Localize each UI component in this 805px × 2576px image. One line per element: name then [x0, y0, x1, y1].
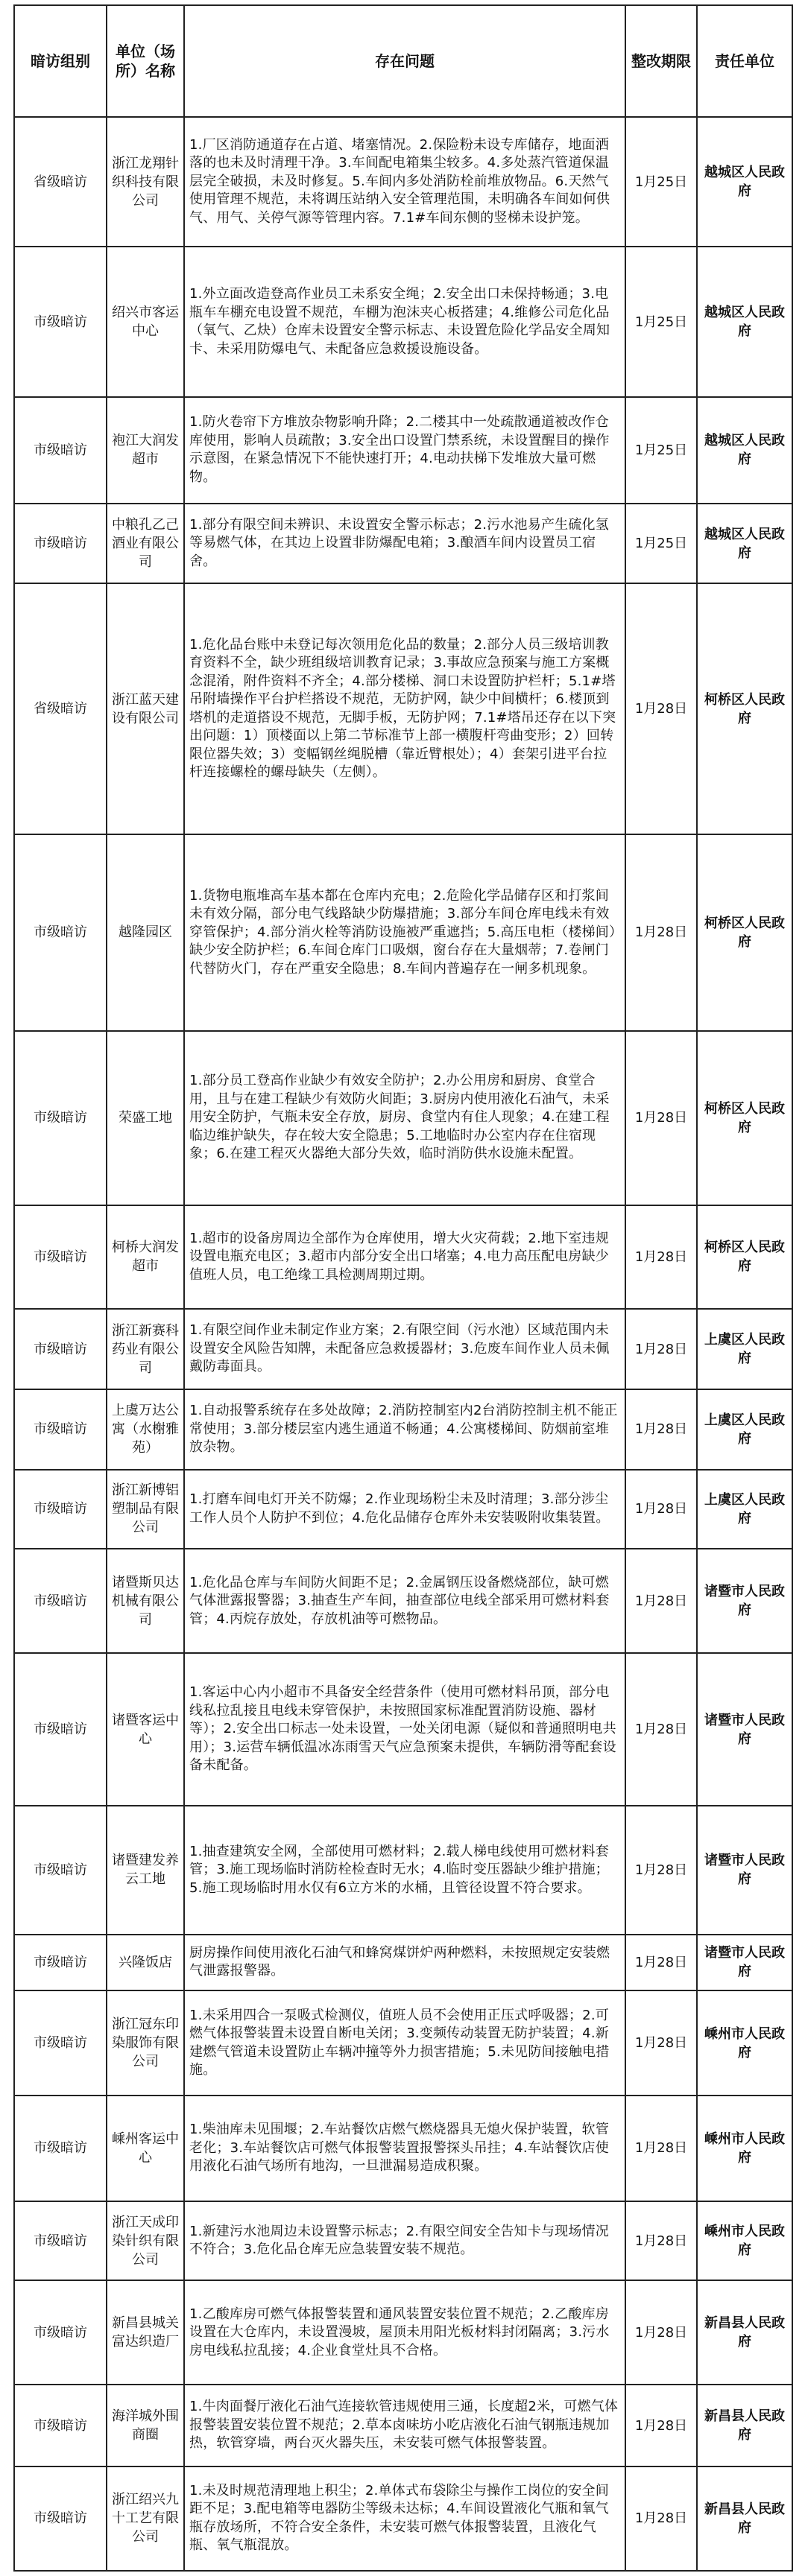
table-row [14, 247, 792, 397]
table-row [14, 1653, 792, 1806]
cell-responsible: 新昌县人民政府 [697, 2466, 792, 2571]
cell-responsible: 柯桥区人民政府 [697, 583, 792, 834]
table-row [14, 1549, 792, 1653]
inspection-table [13, 4, 793, 2572]
cell-responsible: 柯桥区人民政府 [697, 1031, 792, 1205]
header-unit: 单位（场所）名称 [107, 5, 184, 117]
cell-unit: 浙江新赛科药业有限公司 [107, 1309, 184, 1389]
cell-deadline: 1月28日 [625, 1309, 697, 1389]
cell-deadline: 1月28日 [625, 1031, 697, 1205]
cell-deadline: 1月28日 [625, 583, 697, 834]
header-group: 暗访组别 [14, 5, 107, 117]
cell-issue: 1.打磨车间电灯开关不防爆；2.作业现场粉尘未及时清理；3.部分涉尘工作人员个人防护不到位；4.危化品储存仓库外未安装吸附收集装置。 [184, 1470, 625, 1549]
cell-deadline: 1月28日 [625, 1205, 697, 1310]
cell-unit: 越隆园区 [107, 834, 184, 1031]
cell-issue: 1.客运中心内小超市不具备安全经营条件（使用可燃材料吊顶，部分电线私拉乱接且电线未穿管保护，未按照国家标准配置消防设施、器材等）；2.安全出口标志一处未设置，一处关闭电源（疑似和普通照明电共用）；3.运营车辆低温冰冻雨雪天气应急预案未提供，车辆防滑等配套设备未配备。 [184, 1653, 625, 1806]
cell-responsible: 上虞区人民政府 [697, 1389, 792, 1470]
header-row [14, 5, 792, 117]
cell-group: 市级暗访 [14, 247, 107, 397]
cell-unit: 中粮孔乙己酒业有限公司 [107, 504, 184, 584]
cell-unit: 荣盛工地 [107, 1031, 184, 1205]
cell-deadline: 1月28日 [625, 1935, 697, 1990]
cell-deadline: 1月28日 [625, 1653, 697, 1806]
cell-issue: 1.柴油库未见围堰；2.车站餐饮店燃气燃烧器具无熄火保护装置，软管老化；3.车站餐饮店可燃气体报警装置报警探头吊挂；4.车站餐饮店使用液化石油气场所有地沟，一旦泄漏易造成积聚。 [184, 2096, 625, 2201]
cell-unit: 诸暨客运中心 [107, 1653, 184, 1806]
table-row [14, 834, 792, 1031]
cell-responsible: 柯桥区人民政府 [697, 834, 792, 1031]
cell-unit: 兴隆饭店 [107, 1935, 184, 1990]
table-row [14, 2096, 792, 2201]
table-row [14, 2280, 792, 2385]
cell-deadline: 1月25日 [625, 247, 697, 397]
cell-group: 市级暗访 [14, 397, 107, 504]
cell-deadline: 1月28日 [625, 2201, 697, 2281]
cell-group: 市级暗访 [14, 1031, 107, 1205]
cell-issue: 1.未及时规范清理地上积尘；2.单体式布袋除尘与操作工岗位的安全间距不足；3.配电箱等电器防尘等级未达标；4.车间设置液化气瓶和氧气瓶存放场所，不符合安全条件，未安装可燃气体报警装置，且液化气瓶、氧气瓶混放。 [184, 2466, 625, 2571]
cell-unit: 嵊州客运中心 [107, 2096, 184, 2201]
table-row [14, 2466, 792, 2571]
cell-unit: 绍兴市客运中心 [107, 247, 184, 397]
cell-unit: 上虞万达公寓（水榭雅苑） [107, 1389, 184, 1470]
cell-responsible: 上虞区人民政府 [697, 1309, 792, 1389]
table-row [14, 1205, 792, 1310]
cell-group: 市级暗访 [14, 2280, 107, 2385]
cell-responsible: 嵊州市人民政府 [697, 2096, 792, 2201]
table-row [14, 1389, 792, 1470]
cell-issue: 1.未采用四合一泵吸式检测仪，值班人员不会使用正压式呼吸器；2.可燃气体报警装置未设置自断电关闭；3.变频传动装置无防护装置；4.新建燃气管道未设置防止车辆冲撞等外力损害措施；5.未见防间接触电措施。 [184, 1990, 625, 2096]
cell-deadline: 1月25日 [625, 504, 697, 584]
cell-responsible: 越城区人民政府 [697, 504, 792, 584]
cell-issue: 1.抽查建筑安全网，全部使用可燃材料；2.载人梯电线使用可燃材料套管；3.施工现场临时消防栓检查时无水；4.临时变压器缺少维护措施；5.施工现场临时用水仅有6立方米的水桶，且管径设置不符合要求。 [184, 1806, 625, 1935]
cell-group: 市级暗访 [14, 1806, 107, 1935]
cell-group: 市级暗访 [14, 2096, 107, 2201]
table-row [14, 1935, 792, 1990]
cell-responsible: 新昌县人民政府 [697, 2385, 792, 2466]
table-row [14, 1806, 792, 1935]
cell-responsible: 嵊州市人民政府 [697, 2201, 792, 2281]
table-row [14, 1309, 792, 1389]
cell-group: 市级暗访 [14, 2385, 107, 2466]
cell-deadline: 1月28日 [625, 2385, 697, 2466]
cell-issue: 1.货物电瓶堆高车基本都在仓库内充电；2.危险化学品储存区和打浆间未有效分隔，部分电气线路缺少防爆措施；3.部分车间仓库电线未有效穿管保护；4.部分消火栓等消防设施被严重遮挡；5.高压电柜（楼梯间）缺少安全防护栏；6.车间仓库门口吸烟，窗台存在大量烟蒂；7.卷闸门代替防火门，存在严重安全隐患；8.车间内普遍存在一闸多机现象。 [184, 834, 625, 1031]
cell-responsible: 诸暨市人民政府 [697, 1549, 792, 1653]
cell-unit: 浙江天成印染针织有限公司 [107, 2201, 184, 2281]
cell-responsible: 诸暨市人民政府 [697, 1653, 792, 1806]
table-row [14, 1031, 792, 1205]
table-row [14, 1470, 792, 1549]
cell-group: 市级暗访 [14, 1549, 107, 1653]
table-row [14, 2201, 792, 2281]
cell-deadline: 1月25日 [625, 117, 697, 247]
cell-group: 市级暗访 [14, 2201, 107, 2281]
cell-unit: 柯桥大润发超市 [107, 1205, 184, 1310]
table-row [14, 117, 792, 247]
cell-group: 市级暗访 [14, 2466, 107, 2571]
table-row [14, 397, 792, 504]
cell-unit: 海洋城外围商圈 [107, 2385, 184, 2466]
cell-responsible: 诸暨市人民政府 [697, 1806, 792, 1935]
cell-group: 市级暗访 [14, 504, 107, 584]
cell-responsible: 越城区人民政府 [697, 117, 792, 247]
cell-issue: 1.超市的设备房周边全部作为仓库使用，增大火灾荷载；2.地下室违规设置电瓶充电区；3.超市内部分安全出口堵塞；4.电力高压配电房缺少值班人员，电工绝缘工具检测周期过期。 [184, 1205, 625, 1310]
cell-issue: 1.有限空间作业未制定作业方案；2.有限空间（污水池）区域范围内未设置安全风险告知牌，未配备应急救援器材；3.危废车间作业人员未佩戴防毒面具。 [184, 1309, 625, 1389]
cell-issue: 1.厂区消防通道存在占道、堵塞情况。2.保险粉未设专库储存，地面洒落的也未及时清理干净。3.车间配电箱集尘较多。4.多处蒸汽管道保温层完全破损，未及时修复。5.车间内多处消防栓前堆放物品。6.天然气使用管理不规范，未将调压站纳入安全管理范围，未明确各车间如何供气、用气、关停气源等管理内容。7.1#车间东侧的竖梯未设护笼。 [184, 117, 625, 247]
cell-unit: 新昌县城关富达织造厂 [107, 2280, 184, 2385]
cell-responsible: 上虞区人民政府 [697, 1470, 792, 1549]
cell-deadline: 1月28日 [625, 2466, 697, 2571]
cell-issue: 厨房操作间使用液化石油气和蜂窝煤饼炉两种燃料，未按照规定安装燃气泄露报警器。 [184, 1935, 625, 1990]
cell-deadline: 1月28日 [625, 1389, 697, 1470]
cell-deadline: 1月28日 [625, 2096, 697, 2201]
cell-group: 市级暗访 [14, 1470, 107, 1549]
cell-group: 市级暗访 [14, 1309, 107, 1389]
cell-unit: 浙江新博铝塑制品有限公司 [107, 1470, 184, 1549]
cell-issue: 1.危化品台账中未登记每次领用危化品的数量；2.部分人员三级培训教育资料不全，缺少班组级培训教育记录；3.事故应急预案与施工方案概念混淆，附件资料不齐全；4.部分楼梯、洞口未设置防护栏杆；5.1#塔吊附墙操作平台护栏搭设不规范，无防护网，缺少中间横杆；6.楼顶到塔机的走道搭设不规范，无脚手板，无防护网；7.1#塔吊还存在以下突出问题：1）顶楼面以上第二节标准节上部一横腹杆弯曲变形；2）回转限位器失效；3）变幅钢丝绳脱槽（靠近臂根处）；4）套架引进平台拉杆连接螺栓的螺母缺失（左侧）。 [184, 583, 625, 834]
cell-unit: 诸暨斯贝达机械有限公司 [107, 1549, 184, 1653]
cell-group: 市级暗访 [14, 1205, 107, 1310]
cell-unit: 浙江龙翔针织科技有限公司 [107, 117, 184, 247]
table-body [14, 117, 792, 2571]
cell-deadline: 1月28日 [625, 1806, 697, 1935]
cell-issue: 1.部分员工登高作业缺少有效安全防护；2.办公用房和厨房、食堂合用，且与在建工程缺少有效防火间距；3.厨房内使用液化石油气，未采用安全防护，气瓶未安全存放，厨房、食堂内有住人现象；4.在建工程临边维护缺失，存在较大安全隐患；5.工地临时办公室内存在住宿现象；6.在建工程灭火器绝大部分失效，临时消防供水设施未配置。 [184, 1031, 625, 1205]
cell-issue: 1.部分有限空间未辨识、未设置安全警示标志；2.污水池易产生硫化氢等易燃气体，在其边上设置非防爆配电箱；3.酿酒车间内设置员工宿舍。 [184, 504, 625, 584]
cell-deadline: 1月25日 [625, 397, 697, 504]
cell-issue: 1.自动报警系统存在多处故障；2.消防控制室内2台消防控制主机不能正常使用；3.部分楼层室内逃生通道不畅通；4.公寓楼梯间、防烟前室堆放杂物。 [184, 1389, 625, 1470]
cell-deadline: 1月28日 [625, 2280, 697, 2385]
table-row [14, 504, 792, 584]
cell-deadline: 1月28日 [625, 834, 697, 1031]
cell-unit: 诸暨建发养云工地 [107, 1806, 184, 1935]
cell-deadline: 1月28日 [625, 1990, 697, 2096]
cell-unit: 浙江绍兴九十工艺有限公司 [107, 2466, 184, 2571]
cell-unit: 浙江冠东印染服饰有限公司 [107, 1990, 184, 2096]
cell-issue: 1.乙酸库房可燃气体报警装置和通风装置安装位置不规范；2.乙酸库房设置在大仓库内，未设置漫坡，屋顶未用阳光板材料封闭隔离；3.污水房电线私拉乱接；4.企业食堂灶具不合格。 [184, 2280, 625, 2385]
table-row [14, 1990, 792, 2096]
cell-unit: 袍江大润发超市 [107, 397, 184, 504]
cell-responsible: 越城区人民政府 [697, 247, 792, 397]
cell-issue: 1.新建污水池周边未设置警示标志；2.有限空间安全告知卡与现场情况不符合；3.危化品仓库无应急装置安装不规范。 [184, 2201, 625, 2281]
cell-group: 市级暗访 [14, 1653, 107, 1806]
cell-issue: 1.牛肉面餐厅液化石油气连接软管违规使用三通，长度超2米，可燃气体报警装置安装位置不规范；2.草本卤味坊小吃店液化石油气钢瓶违规加热，软管穿墙，两台灭火器失压，未安装可燃气体报警装置。 [184, 2385, 625, 2466]
cell-group: 省级暗访 [14, 117, 107, 247]
cell-responsible: 柯桥区人民政府 [697, 1205, 792, 1310]
cell-group: 市级暗访 [14, 1935, 107, 1990]
cell-responsible: 越城区人民政府 [697, 397, 792, 504]
cell-group: 省级暗访 [14, 583, 107, 834]
cell-responsible: 诸暨市人民政府 [697, 1935, 792, 1990]
cell-responsible: 新昌县人民政府 [697, 2280, 792, 2385]
table-row [14, 583, 792, 834]
cell-group: 市级暗访 [14, 1389, 107, 1470]
cell-issue: 1.外立面改造登高作业员工未系安全绳；2.安全出口未保持畅通；3.电瓶车车棚充电设置不规范，车棚为泡沫夹心板搭建；4.维修公司危化品（氧气、乙炔）仓库未设置安全警示标志、未设置危险化学品安全周知卡、未采用防爆电气、未配备应急救援设施设备。 [184, 247, 625, 397]
cell-unit: 浙江蓝天建设有限公司 [107, 583, 184, 834]
cell-issue: 1.危化品仓库与车间防火间距不足；2.金属钢压设备燃烧部位，缺可燃气体泄露报警器；3.抽查生产车间，抽查部位电线全部采用可燃材料套管；4.丙烷存放处，存放机油等可燃物品。 [184, 1549, 625, 1653]
table-row [14, 2385, 792, 2466]
cell-deadline: 1月28日 [625, 1549, 697, 1653]
cell-responsible: 嵊州市人民政府 [697, 1990, 792, 2096]
cell-deadline: 1月28日 [625, 1470, 697, 1549]
header-issue: 存在问题 [184, 5, 625, 117]
cell-group: 市级暗访 [14, 1990, 107, 2096]
cell-issue: 1.防火卷帘下方堆放杂物影响升降；2.二楼其中一处疏散通道被改作仓库使用，影响人员疏散；3.安全出口设置门禁系统，未设置醒目的操作示意图，在紧急情况下不能快速打开；4.电动扶梯下发堆放大量可燃物。 [184, 397, 625, 504]
header-responsible: 责任单位 [697, 5, 792, 117]
header-deadline: 整改期限 [625, 5, 697, 117]
cell-group: 市级暗访 [14, 834, 107, 1031]
